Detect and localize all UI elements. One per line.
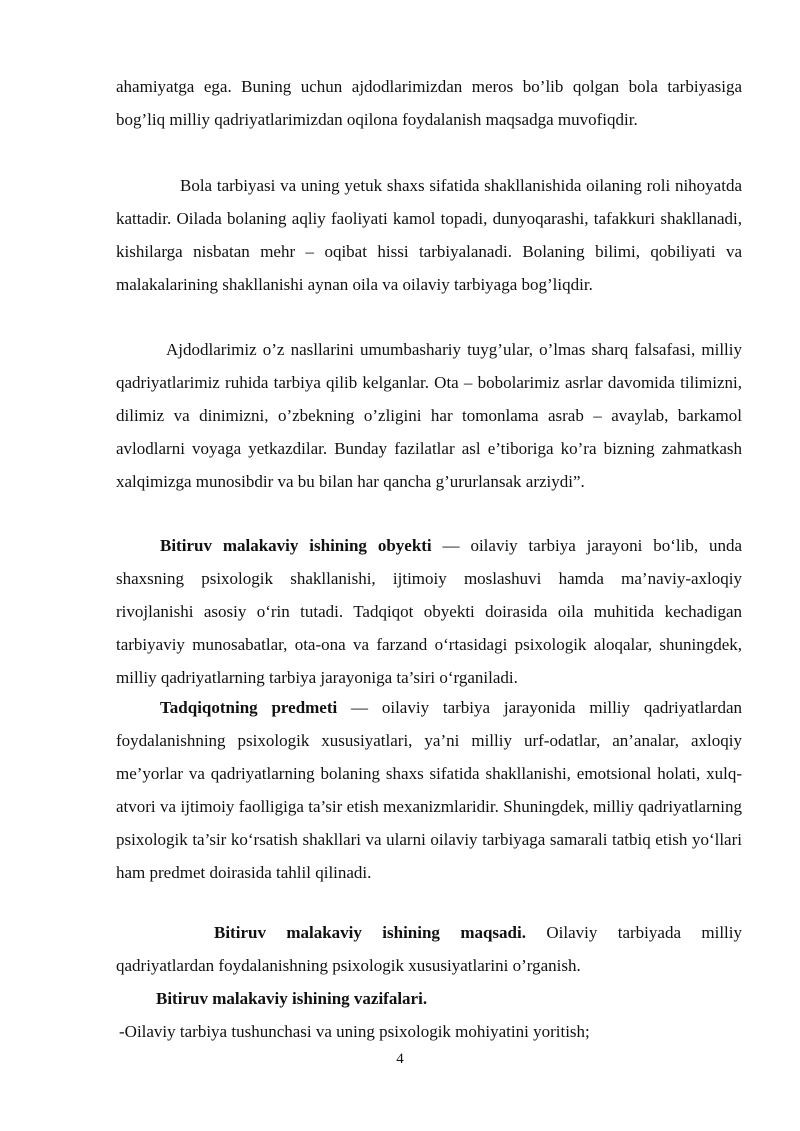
paragraph-research-tasks-heading [116, 982, 742, 1015]
page-number: 4 [396, 1051, 404, 1067]
paragraph-research-object: Bitiruv malakaviy ishining obyekti — oilaviy tarbiya jarayoni bo‘lib, unda shaxsning psixologik shakllanishi, ijtimoiy moslashuvi hamda ma’naviy-axloqiy rivojlanishi asosiy o‘rin tutadi. Tadqiqot obyekti doirasida oila muhitida kechadigan tarbiyaviy munosabatlar, ota-ona va farzand o‘rtasidagi psixologik aloqalar, shuningdek, milliy qadriyatlarning tarbiya jarayoniga ta’siri o‘rganiladi. [116, 536, 743, 687]
research-tasks-heading: Bitiruv malakaviy ishining vazifalari. [156, 989, 428, 1008]
paragraph-research-goal: Bitiruv malakaviy ishining maqsadi. Oilaviy tarbiyada milliy qadriyatlardan foydalanishning psixologik xususiyatlarini o’rganish. [116, 923, 742, 975]
task-list-item: -Oilaviy tarbiya tushunchasi va uning psixologik mohiyatini yoritish; [119, 1022, 590, 1041]
paragraph-research-subject: Tadqiqotning predmeti — oilaviy tarbiya jarayonida milliy qadriyatlardan foydalanishning psixologik xususiyatlari, ya’ni milliy urf-odatlar, an’analar, axloqiy me’yorlar va qadriyatlarning bolaning shaxs sifatida shakllanishi, emotsional holati, xulq-atvori va ijtimoiy faolligiga ta’sir etish mexanizmlaridir. Shuningdek, milliy qadriyatlarning psixologik ta’sir ko‘rsatish shakllari va ularni oilaviy tarbiyaga samarali tatbiq etish yo‘llari ham predmet doirasida tahlil qilinadi. [116, 698, 742, 882]
research-subject-heading: Tadqiqotning predmeti [160, 698, 338, 717]
paragraph-intro-continuation: ahamiyatga ega. Buning uchun ajdodlarimizdan meros bo’lib qolgan bola tarbiyasiga bog’liq milliy qadriyatlarimizdan oqilona foydalanish maqsadga muvofiqdir. [116, 77, 742, 129]
paragraph-ancestors: Ajdodlarimiz o’z nasllarini umumbashariy tuyg’ular, o’lmas sharq falsafasi, milliy qadriyatlarimiz ruhida tarbiya qilib kelganlar. Ota – bobolarimiz asrlar davomida tilimizni, dilimiz va dinimizni, o’zbekning o’zligini har tomonlama asrab – avaylab, barkamol avlodlarni voyaga yetkazdilar. Bunday fazilatlar asl e’tiboriga ko’ra bizning zahmatkash xalqimizga munosibdir va bu bilan har qancha g’ururlansak arziydi”. [116, 340, 742, 491]
research-object-heading: Bitiruv malakaviy ishining obyekti [160, 536, 432, 555]
research-goal-heading: Bitiruv malakaviy ishining maqsadi. [214, 923, 526, 942]
paragraph-family-role: Bola tarbiyasi va uning yetuk shaxs sifatida shakllanishida oilaning roli nihoyatda kattadir. Oilada bolaning aqliy faoliyati kamol topadi, dunyoqarashi, tafakkuri shakllanadi, kishilarga nisbatan mehr – oqibat hissi tarbiyalanadi. Bolaning bilimi, qobiliyati va malakalarining shakllanishi aynan oila va oilaviy tarbiyaga bog’liqdir. [116, 176, 742, 294]
